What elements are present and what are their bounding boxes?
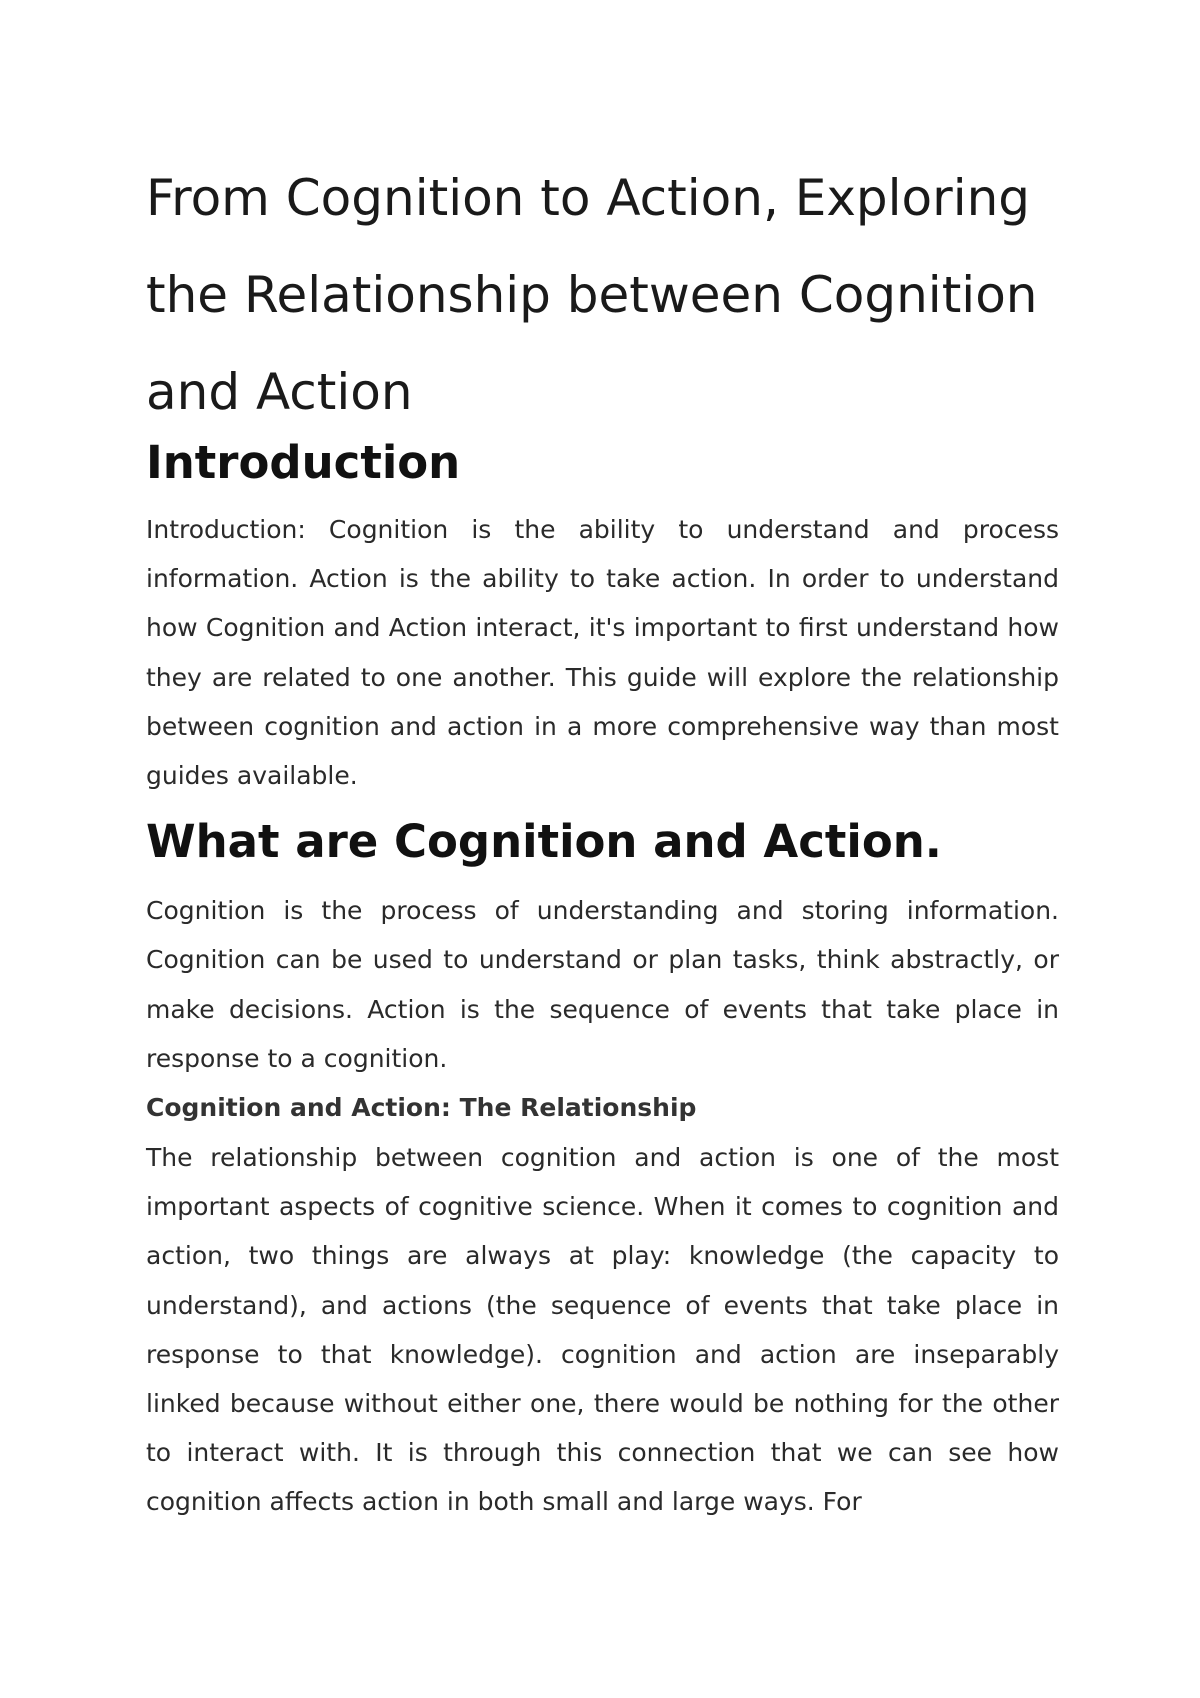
section-heading-relationship: Cognition and Action: The Relationship (146, 1093, 697, 1123)
section-heading-what-are: What are Cognition and Action. (146, 815, 942, 869)
section-body-what-are: Cognition is the process of understanding and storing information. Cognition can be used to understand or plan tasks, think abstractly, or make decisions. Action is the sequence of events that take place in response to a cognition. (146, 896, 1059, 1073)
section-heading-introduction: Introduction (146, 436, 461, 489)
section-body-introduction: Introduction: Cognition is the ability to understand and process information. Action is the ability to take action. In order to understand how Cognition and Action interact, it's important to first understand how they are related to one another. This guide will explore the relationship between cognition and action in a more comprehensive way than most guides available. (146, 515, 1059, 791)
section-body-relationship: The relationship between cognition and action is one of the most important aspects of cognitive science. When it comes to cognition and action, two things are always at play: knowledge (the capacity to understand), and actions (the sequence of events that take place in response to that knowledge). cognition and action are inseparably linked because without either one, there would be nothing for the other to interact with. It is through this connection that we can see how cognition affects action in both small and large ways. For (146, 1143, 1059, 1517)
document-page (146, 160, 1059, 1527)
document-title: From Cognition to Action, Exploring the Relationship between Cognition and Action (146, 169, 1038, 421)
